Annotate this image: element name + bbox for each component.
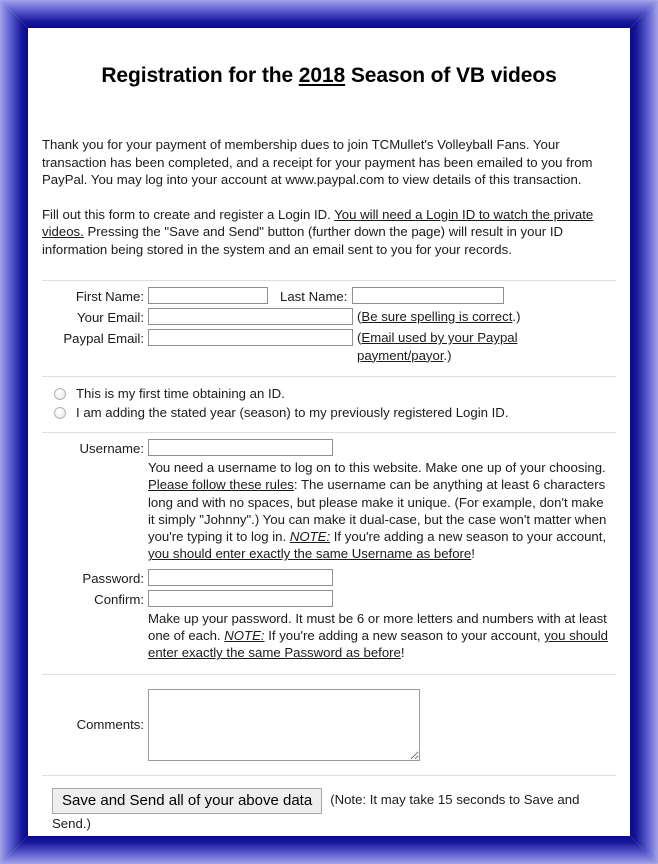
comments-fieldset: [42, 689, 616, 761]
username-help-rules: Please follow these rules: [148, 477, 294, 493]
instructions-part1: Fill out this form to create and register a Login ID.: [42, 206, 335, 222]
username-help-text: [52, 459, 616, 563]
radio-option-first-time[interactable]: [54, 385, 616, 402]
username-label: Username:: [79, 441, 144, 456]
name-row: [52, 287, 616, 306]
first-name-input[interactable]: [148, 287, 268, 304]
frame-top-edge: [0, 0, 658, 28]
comments-row: [52, 689, 616, 761]
password-help-part1: Make up your password. It must be 6 or more letters and numbers with at least one of each.: [148, 610, 607, 644]
password-help-part3: !: [400, 645, 405, 661]
first-name-label: First Name:: [75, 289, 144, 304]
username-input[interactable]: [148, 439, 333, 456]
frame-bottom-edge: [0, 836, 658, 864]
last-name-label: Last Name:: [280, 289, 348, 304]
radio-adding-season-icon[interactable]: [54, 407, 66, 419]
registration-type-group: [42, 377, 616, 421]
username-help-part4: !: [471, 546, 475, 562]
your-email-hint-close: .): [512, 309, 521, 324]
paypal-email-hint-text: Email used by your Paypal payment/payor: [357, 330, 518, 363]
radio-option-adding-season[interactable]: [54, 404, 616, 421]
password-help-text: [52, 610, 616, 662]
your-email-input[interactable]: [148, 308, 353, 325]
paypal-email-hint: [353, 329, 557, 364]
password-row: [52, 569, 616, 588]
password-help-note-label: NOTE:: [224, 628, 265, 644]
submit-area: [42, 788, 616, 833]
page-title-prefix: Registration for the: [101, 64, 299, 87]
comments-textarea[interactable]: [148, 689, 420, 761]
your-email-hint: [353, 308, 520, 326]
username-row: [52, 439, 616, 458]
confirm-password-row: [52, 590, 616, 609]
paypal-email-hint-open: (: [357, 330, 362, 345]
frame-right-edge: [630, 0, 658, 864]
password-help-part2: If you're adding a new season to your account,: [264, 628, 545, 644]
intro-paragraph: Thank you for your payment of membership dues to join TCMullet's Volleyball Fans. Your transaction has been completed, and a receipt for your payment has been emailed to you from PayPal. You may log into your account at www.paypal.com to view details of this transaction.: [42, 137, 593, 187]
your-email-label: Your Email:: [77, 310, 144, 325]
your-email-hint-text: Be sure spelling is correct: [361, 309, 513, 324]
paypal-email-row: [52, 329, 616, 364]
section-divider-5: [42, 775, 616, 776]
your-email-hint-open: (: [357, 309, 362, 324]
paypal-email-hint-close: .): [443, 347, 452, 363]
confirm-password-label: Confirm:: [94, 591, 144, 607]
save-and-send-button[interactable]: Save and Send all of your above data: [52, 788, 322, 814]
password-help-emphasis: you should enter exactly the same Password as before: [148, 628, 608, 661]
username-help-note-label: NOTE:: [289, 529, 331, 545]
password-label: Password:: [82, 570, 144, 586]
username-help-emphasis: you should enter exactly the same Username as before: [148, 546, 472, 562]
comments-label: Comments:: [76, 717, 144, 733]
password-input[interactable]: [148, 569, 333, 586]
radio-adding-season-label: I am adding the stated year (season) to my previously registered Login ID.: [76, 405, 509, 420]
last-name-input[interactable]: [352, 287, 504, 304]
paypal-email-input[interactable]: [148, 329, 353, 346]
username-help-part2: : The username can be anything at least 6 characters long and with no spaces, but please make it unique. (For example, don't make it simply "Johnny".) You can make it dual-case, but the case won't matter when you're typing it to log in.: [148, 477, 607, 545]
section-divider-4: [42, 674, 616, 675]
frame-left-edge: [0, 0, 28, 864]
page-title: [42, 64, 616, 88]
radio-first-time-label: This is my first time obtaining an ID.: [76, 386, 285, 401]
username-fieldset: [42, 439, 616, 662]
instructions-paragraph: [42, 206, 616, 259]
instructions-part2: Pressing the "Save and Send" button (further down the page) will result in your ID information being stored in the system and an email sent to you for your records.: [42, 224, 564, 257]
section-divider-3: [42, 432, 616, 433]
page-title-suffix: Season of VB videos: [345, 64, 557, 87]
identity-fieldset: [42, 287, 616, 364]
confirm-password-input[interactable]: [148, 590, 333, 607]
radio-first-time-icon[interactable]: [54, 388, 66, 400]
instructions-emphasis: You will need a Login ID to watch the private videos.: [42, 206, 594, 239]
username-help-part3: If you're adding a new season to your account,: [330, 529, 607, 545]
submit-note: (Note: It may take 15 seconds to Save and Send.): [52, 792, 580, 831]
registration-page: [28, 28, 630, 836]
username-help-part1: You need a username to log on to this website. Make one up of your choosing.: [148, 460, 606, 475]
your-email-row: [52, 308, 616, 327]
page-title-year: 2018: [298, 64, 346, 87]
section-divider-1: [42, 280, 616, 281]
paypal-email-label: Paypal Email:: [63, 331, 144, 346]
